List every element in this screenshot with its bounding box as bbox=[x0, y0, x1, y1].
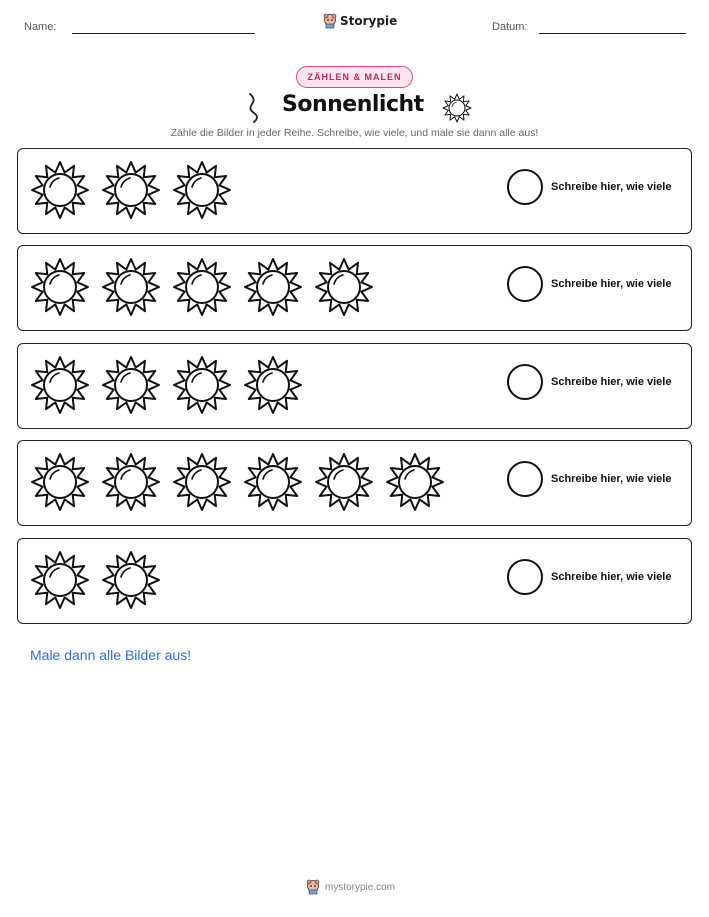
sun-icon bbox=[30, 257, 90, 317]
counting-row bbox=[17, 440, 692, 526]
answer-circle[interactable] bbox=[507, 559, 543, 595]
brand-name: Storypie bbox=[340, 14, 398, 28]
answer-circle[interactable] bbox=[507, 461, 543, 497]
sun-ray-decoration-icon bbox=[244, 91, 264, 125]
instructions: Zähle die Bilder in jeder Reihe. Schreibe, wie viele, und male sie dann alle aus! bbox=[170, 127, 539, 139]
sun-icon bbox=[101, 550, 161, 610]
sun-icon bbox=[172, 355, 232, 415]
name-write-line bbox=[72, 33, 255, 34]
counting-row bbox=[17, 148, 692, 234]
page-title: Sonnenlicht bbox=[282, 92, 424, 117]
sun-icon bbox=[442, 93, 472, 123]
answer-label: Schreibe hier, wie viele bbox=[551, 473, 672, 485]
sun-icon bbox=[101, 160, 161, 220]
sun-icon bbox=[101, 452, 161, 512]
footer-site bbox=[306, 879, 395, 895]
answer-circle[interactable] bbox=[507, 364, 543, 400]
date-write-line bbox=[539, 33, 686, 34]
answer-label: Schreibe hier, wie viele bbox=[551, 571, 672, 583]
sun-icon bbox=[243, 355, 303, 415]
footer-site-url: mystorypie.com bbox=[325, 881, 396, 893]
sun-icon bbox=[172, 160, 232, 220]
answer-circle[interactable] bbox=[507, 266, 543, 302]
sun-icon bbox=[30, 160, 90, 220]
sun-icon bbox=[385, 452, 445, 512]
date-label: Datum: bbox=[492, 21, 528, 33]
answer-circle[interactable] bbox=[507, 169, 543, 205]
sun-icon bbox=[243, 452, 303, 512]
answer-label: Schreibe hier, wie viele bbox=[551, 278, 672, 290]
sun-icon bbox=[30, 355, 90, 415]
worksheet-header bbox=[0, 0, 709, 44]
sun-icon bbox=[30, 550, 90, 610]
counting-row bbox=[17, 343, 692, 429]
name-label: Name: bbox=[24, 21, 57, 33]
title-row bbox=[240, 91, 472, 125]
sun-icon bbox=[314, 257, 374, 317]
counting-row bbox=[17, 245, 692, 331]
sun-icon bbox=[30, 452, 90, 512]
storypie-mascot-icon bbox=[323, 13, 337, 29]
category-badge: ZÄHLEN & MALEN bbox=[296, 66, 413, 88]
sun-icon bbox=[172, 257, 232, 317]
brand-logo bbox=[323, 13, 397, 29]
storypie-mascot-icon bbox=[306, 879, 320, 895]
counting-row bbox=[17, 538, 692, 624]
sun-icon bbox=[101, 257, 161, 317]
sun-icon bbox=[314, 452, 374, 512]
answer-label: Schreibe hier, wie viele bbox=[551, 181, 672, 193]
answer-label: Schreibe hier, wie viele bbox=[551, 376, 672, 388]
sun-icon bbox=[243, 257, 303, 317]
sun-icon bbox=[172, 452, 232, 512]
sun-icon bbox=[101, 355, 161, 415]
footer-note: Male dann alle Bilder aus! bbox=[30, 647, 192, 663]
